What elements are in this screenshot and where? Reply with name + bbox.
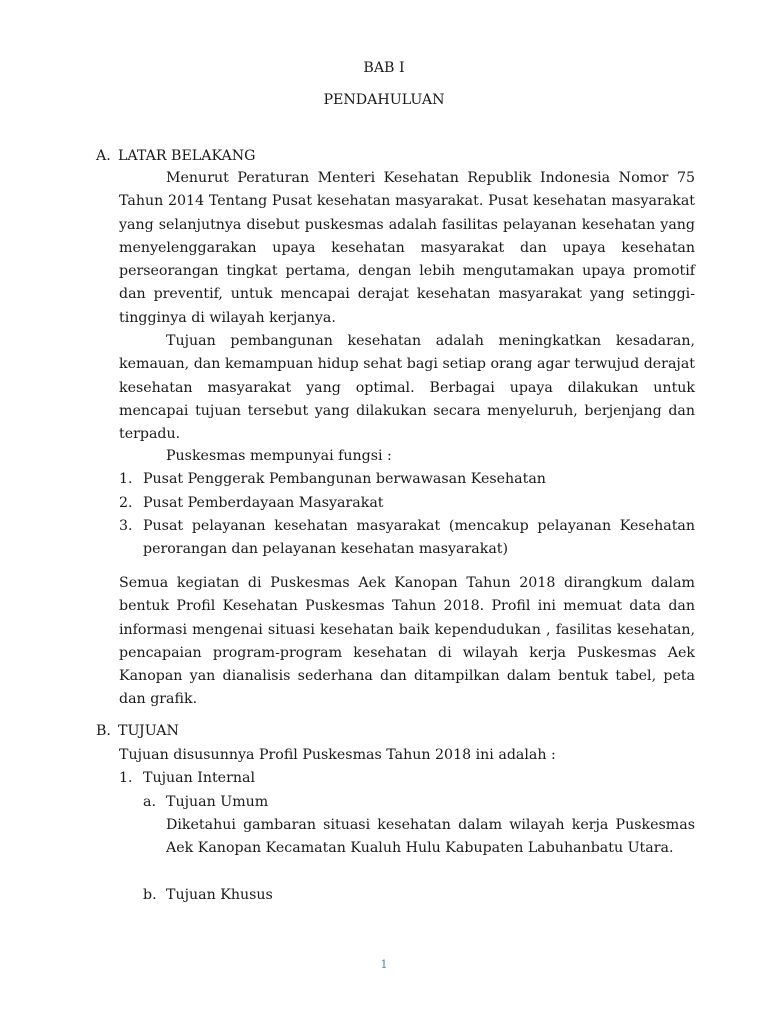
paragraph-profile-summary: Semua kegiatan di Puskesmas Aek Kanopan Tahun 2018 dirangkum dalam bentuk Profil Kesehatan Puskesmas Tahun 2018. Profil ini memuat data dan informasi mengenai situasi kesehatan baik kependudukan , fasilitas kesehatan, pencapaian program-program kesehatan di wilayah kerja Puskesmas Aek Kanopan yan dianalisis sederhana dan ditampilkan dalam bentuk tabel, peta dan grafik. [119, 575, 695, 708]
page-number: 1 [380, 958, 388, 971]
paragraph-development-goal: Tujuan pembangunan kesehatan adalah meningkatkan kesadaran, kemauan, dan kemampuan hidup sehat bagi setiap orang agar terwujud derajat kesehatan masyarakat yang optimal. Berbagai upaya dilakukan untuk mencapai tujuan tersebut yang dilakukan secara menyeluruh, berjenjang dan terpadu. [119, 333, 695, 443]
chapter-number: BAB I [363, 60, 405, 76]
paragraph-functions-intro: Puskesmas mempunyai fungsi : [166, 448, 392, 464]
sub-item-specific-goal: Tujuan Khusus [166, 887, 273, 903]
paragraph-legal-basis: Menurut Peraturan Menteri Kesehatan Republik Indonesia Nomor 75 Tahun 2014 Tentang Pusat kesehatan masyarakat. Pusat kesehatan masyarakat yang selanjutnya disebut puskesmas adalah fasilitas pelayanan kesehatan yang menyelenggarakan upaya kesehatan masyarakat dan upaya kesehatan perseorangan tingkat pertama, dengan lebih mengutamakan upaya promotif dan preventif, untuk mencapai derajat kesehatan masyarakat yang setinggi-tingginya di wilayah kerjanya. [119, 170, 695, 326]
section-b-heading [96, 723, 179, 739]
section-a-title: LATAR BELAKANG [118, 148, 256, 164]
section-a-label: A. [96, 148, 111, 164]
section-b-intro: Tujuan disusunnya Profil Puskesmas Tahun 2018 ini adalah : [119, 747, 556, 763]
list-item-text: Pusat pelayanan kesehatan masyarakat (mencakup pelayanan Kesehatan perorangan dan pelayanan kesehatan masyarakat) [143, 518, 695, 558]
section-b-title: TUJUAN [118, 723, 179, 739]
section-b-label: B. [96, 723, 111, 739]
list-item-text: Pusat Pemberdayaan Masyarakat [143, 495, 384, 511]
sub-item-general-goal: Tujuan Umum [166, 794, 269, 810]
sub-item-letter: b. [143, 887, 157, 903]
list-item: 3. [119, 518, 133, 534]
section-a-heading [96, 148, 255, 164]
list-item-number: 1. [119, 770, 133, 786]
list-item: 2. [119, 495, 133, 511]
list-item-internal-goal: Tujuan Internal [143, 770, 255, 786]
chapter-title: PENDAHULUAN [323, 92, 445, 108]
list-item-text: Pusat Penggerak Pembangunan berwawasan Kesehatan [143, 471, 546, 487]
sub-item-letter: a. [143, 794, 156, 810]
general-goal-text: Diketahui gambaran situasi kesehatan dalam wilayah kerja Puskesmas Aek Kanopan Kecamatan Kualuh Hulu Kabupaten Labuhanbatu Utara. [166, 817, 695, 857]
list-item: 1. [119, 471, 133, 487]
